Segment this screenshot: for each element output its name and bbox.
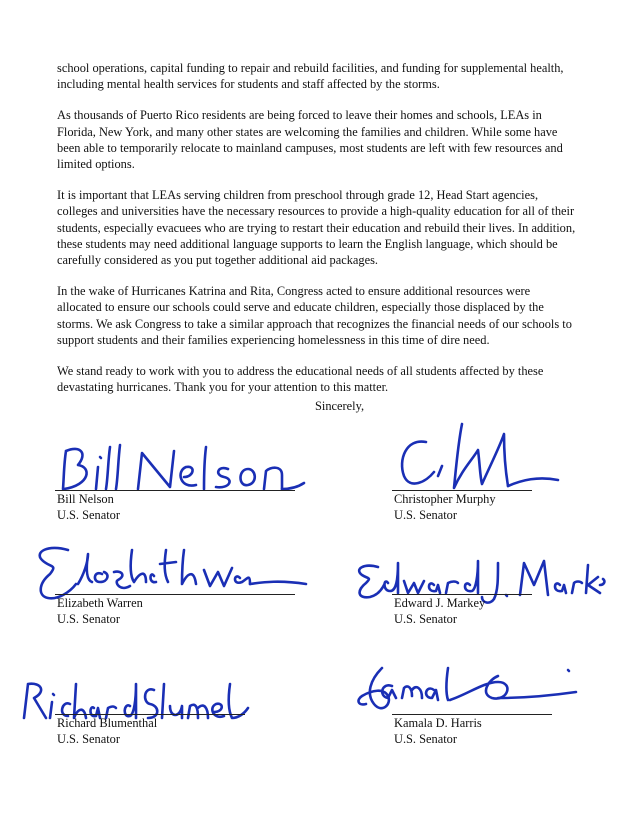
paragraph-funding: school operations, capital funding to repair and rebuild facilities, and funding for supplemental health, including mental health services for students and staff affected by the storms.: [57, 61, 564, 92]
signatory-title: U.S. Senator: [57, 732, 120, 746]
signatory-name: Bill Nelson: [57, 492, 114, 506]
signatory-bill-nelson: [57, 491, 120, 523]
signatory-title: U.S. Senator: [394, 508, 457, 522]
signatory-name: Christopher Murphy: [394, 492, 496, 506]
signatory-name: Kamala D. Harris: [394, 716, 482, 730]
signatory-richard-blumenthal: [57, 715, 157, 747]
paragraph-resources: It is important that LEAs serving children from preschool through grade 12, Head Start agencies, colleges and universities have the necessary resources to provide a high-quality education for all of their students, especially evacuees who are trying to restart their education and rebuild their lives. In addition, these students may need additional language supports to learn the English language, which should be carefully considered as you put together additional aid packages.: [57, 188, 576, 268]
signatory-title: U.S. Senator: [394, 612, 457, 626]
closing-salutation: Sincerely,: [315, 399, 365, 413]
signatory-christopher-murphy: [394, 491, 496, 523]
christopher-murphy-signature: [392, 420, 562, 495]
signatory-kamala-harris: [394, 715, 482, 747]
signatory-title: U.S. Senator: [57, 612, 120, 626]
signatory-name: Edward J. Markey: [394, 596, 486, 610]
paragraph-puerto-rico: As thousands of Puerto Rico residents are being forced to leave their homes and schools, LEAs in Florida, New York, and many other states are welcoming the families and children. While some have been able to temporarily relocate to mainland campuses, most students are left with few resources and limited options.: [57, 108, 563, 172]
signatory-elizabeth-warren: [57, 595, 143, 627]
signatory-title: U.S. Senator: [57, 508, 120, 522]
paragraph-closing: We stand ready to work with you to address the educational needs of all students affected by these devastating hurricanes. Thank you for your attention to this matter.: [57, 364, 544, 395]
signatory-edward-markey: [394, 595, 485, 627]
signatory-name: Richard Blumenthal: [57, 716, 158, 730]
letter-body: [57, 60, 577, 410]
paragraph-katrina: In the wake of Hurricanes Katrina and Rita, Congress acted to ensure additional resources were allocated to ensure our schools could serve and educate children, especially those displaced by the storms. We ask Congress to take a similar approach that recognizes the financial needs of our schools to support students and their families experiencing homelessness in this time of dire need.: [57, 284, 572, 347]
kamala-harris-signature: [352, 660, 584, 718]
signatory-name: Elizabeth Warren: [57, 596, 143, 610]
signatory-title: U.S. Senator: [394, 732, 457, 746]
